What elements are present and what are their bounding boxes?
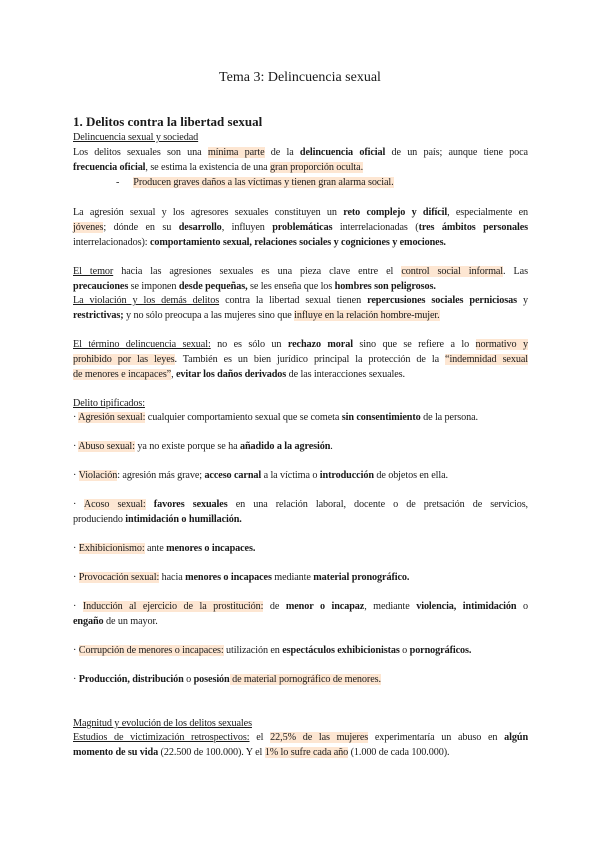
list-item: · Abuso sexual: ya no existe porque se ha añadido a la agresión.: [73, 441, 333, 452]
paragraph-line: momento de su vida (22.500 de 100.000). Y el 1% lo sufre cada año (1.000 de cada 100.000).: [73, 747, 450, 758]
list-item: · Provocación sexual: hacia menores o incapaces mediante material pronográfico.: [73, 572, 410, 583]
page-title: Tema 3: Delincuencia sexual: [219, 70, 381, 85]
paragraph-line: El temor hacia las agresiones sexuales es una pieza clave entre el control social informal. Las: [73, 266, 528, 277]
list-item: · Producción, distribución o posesión de material pornográfico de menores.: [73, 674, 381, 685]
list-item-continuation: engaño de un mayor.: [73, 616, 158, 627]
paragraph-line: interrelacionados): comportamiento sexual, relaciones sociales y cogniciones y emociones.: [73, 237, 446, 248]
bullet-item: - Producen graves daños a las víctimas y tienen gran alarma social.: [116, 177, 394, 188]
list-item: · Acoso sexual: favores sexuales en una relación laboral, docente o de pretsación de servicios,: [73, 499, 529, 510]
list-item: · Exhibicionismo: ante menores o incapaces.: [73, 543, 256, 554]
paragraph-line: restrictivas; y no sólo preocupa a las mujeres sino que influye en la relación hombre-mujer.: [73, 310, 440, 321]
paragraph-line: La violación y los demás delitos contra la libertad sexual tienen repercusiones sociales perniciosas y: [73, 295, 528, 306]
paragraph-line: La agresión sexual y los agresores sexuales constituyen un reto complejo y difícil, especialmente en: [73, 207, 528, 218]
list-item: · Corrupción de menores o incapaces: utilización en espectáculos exhibicionistas o pornográficos.: [73, 645, 472, 656]
paragraph-line: frecuencia oficial, se estima la existencia de una gran proporción oculta.: [73, 162, 364, 173]
list-item: · Violación: agresión más grave; acceso carnal a la víctima o introducción de objetos en ella.: [73, 470, 448, 481]
list-item: · Inducción al ejercicio de la prostitución: de menor o incapaz, mediante violencia, intimidación o: [73, 601, 529, 612]
subsection-title: Magnitud y evolución de los delitos sexuales: [73, 718, 252, 729]
list-item: · Agresión sexual: cualquier comportamiento sexual que se cometa sin consentimiento de la persona.: [73, 412, 478, 423]
paragraph-line: Los delitos sexuales son una mínima parte de la delincuencia oficial de un país; aunque tiene poca: [73, 147, 528, 158]
list-item-continuation: produciendo intimidación o humillación.: [73, 514, 242, 525]
paragraph-line: Estudios de victimización retrospectivos: el 22,5% de las mujeres experimentaría un abuso en algún: [73, 732, 529, 743]
paragraph-line: de menores e incapaces”, evitar los daños derivados de las interacciones sexuales.: [73, 369, 405, 380]
paragraph-line: precauciones se imponen desde pequeñas, se les enseña que los hombres son peligrosos.: [73, 281, 436, 292]
paragraph-line: jóvenes; dónde en su desarrollo, influyen problemáticas interrelacionadas (tres ámbitos personales: [73, 222, 528, 233]
subsection-title: Delincuencia sexual y sociedad: [73, 132, 199, 143]
section-heading: 1. Delitos contra la libertad sexual: [73, 114, 263, 129]
list-title: Delito tipificados:: [73, 398, 145, 409]
paragraph-line: prohibido por las leyes. También es un bien jurídico principal la protección de la “indemnidad sexual: [73, 354, 528, 365]
paragraph-line: El término delincuencia sexual: no es sólo un rechazo moral sino que se refiere a lo normativo y: [73, 339, 528, 350]
